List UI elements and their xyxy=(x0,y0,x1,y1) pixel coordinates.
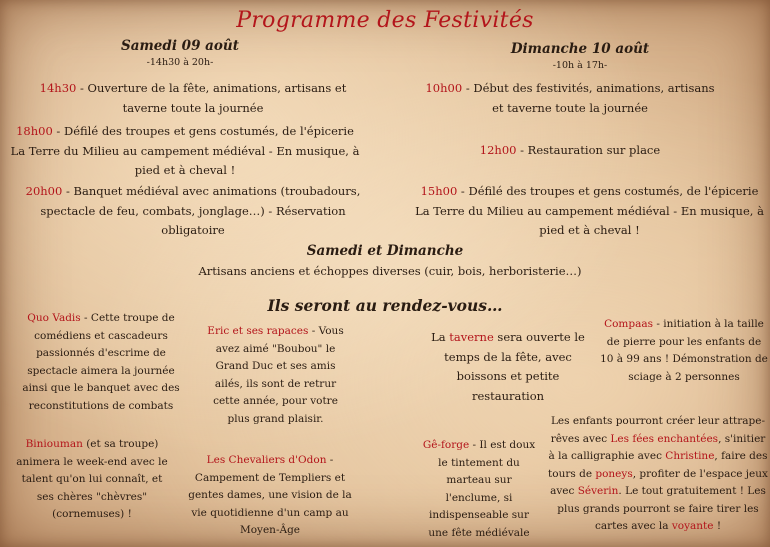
participant-name: Biniouman xyxy=(25,438,83,450)
event-time: 14h30 xyxy=(39,81,77,95)
participant-compaas xyxy=(600,316,768,386)
participant-biniouman xyxy=(12,436,172,524)
text-segment: . Le tout gratuitement ! Les plus grands pourront se faire tirer les cartes avec la xyxy=(557,485,766,532)
text-segment: , faire des tours de xyxy=(548,450,768,480)
sunday-event-1 xyxy=(420,79,720,118)
activity-poneys: poneys xyxy=(595,467,633,480)
event-time: 20h00 xyxy=(25,184,63,198)
participant-prefix: La xyxy=(431,330,450,344)
activity-severin: Séverin xyxy=(577,485,619,497)
rendezvous-heading: Ils seront au rendez-vous… xyxy=(267,296,503,315)
text-segment: ! xyxy=(713,520,722,532)
event-time: 18h00 xyxy=(16,124,53,138)
saturday-event-2 xyxy=(10,122,360,181)
participant-name: Les Chevaliers d'Odon xyxy=(206,454,327,466)
event-text: - Banquet médiéval avec animations (troubadours, spectacle de feu, combats, jonglage…) - Réservation obligatoire xyxy=(40,184,361,237)
event-time: 15h00 xyxy=(420,184,458,198)
event-text: - Défilé des troupes et gens costumés, de l'épicerie La Terre du Milieu au campement médiéval - En musique, à pied et à cheval ! xyxy=(415,184,764,237)
participant-chevaliers xyxy=(185,452,355,540)
event-text: - Ouverture de la fête, animations, artisans et taverne toute la journée xyxy=(76,81,347,115)
participant-text: - Campement de Templiers et gentes dames, une vision de la vie quotidienne d'un camp au Moyen-Âge xyxy=(188,454,352,536)
participant-text: - Il est doux le tintement du marteau sur l'enclume, si indispenseable sur une fête médiévale xyxy=(428,439,536,539)
participant-eric xyxy=(203,323,348,428)
sunday-hours: -10h à 17h- xyxy=(552,60,608,71)
text-segment: , profiter de l'espace jeux avec xyxy=(550,467,768,497)
participant-name: Quo Vadis xyxy=(27,312,81,324)
text-segment: Les enfants pourront créer leur attrape-rêves avec xyxy=(550,415,766,445)
participant-text: sera ouverte le temps de la fête, avec boissons et petite restauration xyxy=(444,330,585,403)
participant-text: - Cette troupe de comédiens et cascadeurs passionnés d'escrime de spectacle aimera la journée ainsi que le banquet avec des reconstitutions de combats xyxy=(22,312,180,412)
event-time: 10h00 xyxy=(425,81,463,95)
saturday-heading: Samedi 09 août xyxy=(121,38,239,54)
participant-name: Eric et ses rapaces xyxy=(207,325,309,337)
participant-name: Compaas xyxy=(604,318,654,330)
page-title: Programme des Festivités xyxy=(236,8,534,33)
saturday-event-3 xyxy=(18,182,368,241)
participant-text: (et sa troupe) animera le week-end avec le talent qu'on lui connaît, et ses chères "chèvres" (cornemuses) ! xyxy=(16,438,168,520)
event-text: - Début des festivités, animations, artisans et taverne toute la journée xyxy=(462,81,715,115)
participant-taverne xyxy=(428,328,588,406)
participant-text: - Vous avez aimé "Boubou" le Grand Duc et ses amis ailés, ils sont de retrur cette année, pour votre plus grand plaisir. xyxy=(213,325,344,425)
participant-enfants xyxy=(548,413,768,536)
both-days-text: Artisans anciens et échoppes diverses (cuir, bois, herboristerie…) xyxy=(198,264,582,278)
sunday-event-3 xyxy=(412,182,767,241)
participant-name: Gê-forge xyxy=(422,439,470,451)
participant-name: taverne xyxy=(449,330,494,344)
activity-christine: Christine xyxy=(665,450,715,462)
sunday-event-2 xyxy=(420,141,720,161)
both-days-heading: Samedi et Dimanche xyxy=(306,243,464,259)
event-time: 12h00 xyxy=(479,143,517,157)
event-text: - Défilé des troupes et gens costumés, de l'épicerie La Terre du Milieu au campement médiéval - En musique, à pied et à cheval ! xyxy=(10,124,360,177)
participant-text: - initiation à la taille de pierre pour les enfants de 10 à 99 ans ! Démonstration de sciage à 2 personnes xyxy=(600,318,768,383)
participant-quo-vadis xyxy=(22,310,180,415)
saturday-event-1 xyxy=(18,79,368,118)
text-segment: , s'initier à la calligraphie avec xyxy=(548,432,766,462)
activity-voyante: voyante xyxy=(671,520,714,532)
activity-fees: Les fées enchantées xyxy=(610,432,719,445)
participant-geforge xyxy=(418,437,540,542)
event-text: - Restauration sur place xyxy=(516,143,661,157)
saturday-hours: -14h30 à 20h- xyxy=(146,57,214,68)
sunday-heading: Dimanche 10 août xyxy=(510,41,650,57)
